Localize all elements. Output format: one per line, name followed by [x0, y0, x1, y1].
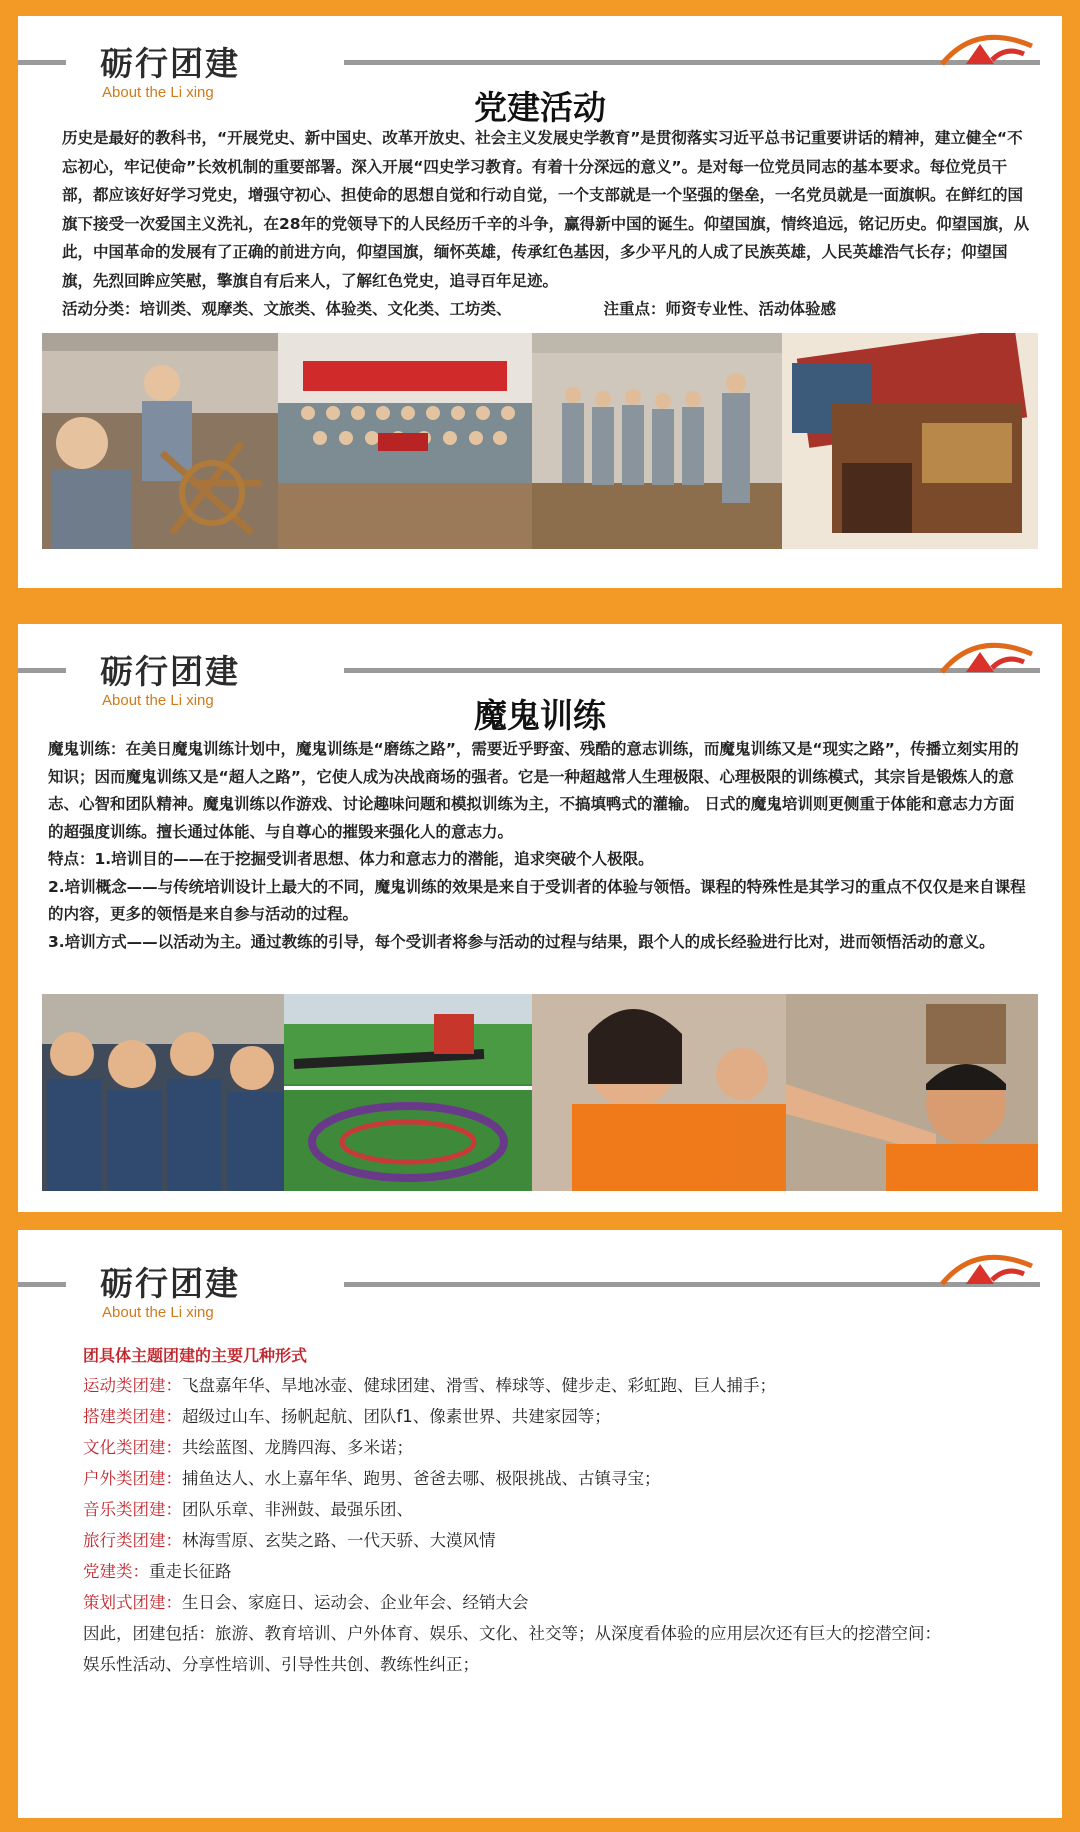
item-text: 林海雪原、玄奘之路、一代天骄、大漠风情 — [182, 1531, 496, 1550]
brand-name: 砺行团建 — [100, 44, 240, 83]
photo-crying-trainee — [532, 994, 786, 1191]
team-building-list — [83, 1370, 1013, 1680]
summary-list: 娱乐性活动、分享性培训、引导性共创、教练性纠正； — [83, 1655, 479, 1674]
item-text: 超级过山车、扬帆起航、团队f1、像素世界、共建家园等； — [182, 1407, 611, 1426]
slide-party-building — [18, 16, 1062, 588]
brand-tagline: About the Li xing — [102, 692, 214, 709]
list-item — [83, 1432, 1013, 1463]
item-text: 团队乐章、非洲鼓、最强乐团、 — [182, 1500, 413, 1519]
photo-shouting-trainees — [42, 994, 284, 1191]
body-text: 历史是最好的教科书，“开展党史、新中国史、改革开放史、社会主义发展史学教育”是贯彻落实习近平总书记重要讲话的精神，建立健全“不忘初心，牢记使命”长效机制的重要部署。深入开展“四史学习教育。有着十分深远的意义”。是对每一位党员同志的基本要求。每位党员干部，都应该好好学习党史，增强守初心、担使命的思想自觉和行动自觉，一个支部就是一个坚强的堡垒，一名党员就是一面旗帜。在鲜红的国旗下接受一次爱国主义洗礼，在28年的党领导下的人民经历千辛的斗争，赢得新中国的诞生。仰望国旗，情终追远，铭记历史。仰望国旗，从此，中国革命的发展有了正确的前进方向，仰望国旗，缅怀英雄，传承红色基因，多少平凡的人成了民族英雄，人民英雄浩气长存；仰望国旗，先烈回眸应笑慰，擎旗自有后来人，了解红色党史，追寻百年足迹。 — [62, 129, 1030, 290]
item-text: 共绘蓝图、龙腾四海、多米诺； — [182, 1438, 413, 1457]
list-item — [83, 1525, 1013, 1556]
brand-logo-icon — [936, 1240, 1036, 1286]
brand-tagline: About the Li xing — [102, 1304, 214, 1321]
item-label: 户外类团建： — [83, 1469, 182, 1488]
item-label: 旅行类团建： — [83, 1531, 182, 1550]
photo-history-book — [782, 333, 1038, 549]
focus-points: 注重点：师资专业性、活动体验感 — [603, 300, 837, 318]
list-item — [83, 1494, 1013, 1525]
header-divider-left — [18, 1282, 66, 1287]
brand-name: 砺行团建 — [100, 652, 240, 691]
header-divider-left — [18, 60, 66, 65]
item-text: 重走长征路 — [149, 1562, 232, 1581]
photo-field-formation — [284, 994, 532, 1191]
summary-text: 因此，团建包括：旅游、教育培训、户外体育、娱乐、文化、社交等；从深度看体验的应用层次还有巨大的挖潜空间： — [83, 1624, 941, 1643]
brand-logo-icon — [936, 20, 1036, 66]
categories-row — [62, 295, 1030, 324]
item-text: 捕鱼达人、水上嘉年华、跑男、爸爸去哪、极限挑战、古镇寻宝； — [182, 1469, 661, 1488]
section-subtitle: 团具体主题团建的主要几种形式 — [83, 1346, 308, 1365]
slide-devil-training — [18, 624, 1062, 1212]
item-text: 生日会、家庭日、运动会、企业年会、经销大会 — [182, 1593, 529, 1612]
item-label: 搭建类团建： — [83, 1407, 182, 1426]
list-item — [83, 1587, 1013, 1618]
activity-categories: 活动分类：培训类、观摩类、文旅类、体验类、文化类、工坊类、 — [62, 300, 512, 318]
photo-intense-trainee — [786, 994, 1038, 1191]
list-item — [83, 1463, 1013, 1494]
item-label: 文化类团建： — [83, 1438, 182, 1457]
item-label: 运动类团建： — [83, 1376, 182, 1395]
page-title: 党建活动 — [474, 88, 606, 127]
photo-team-activity — [42, 333, 278, 549]
training-description — [48, 736, 1028, 956]
list-item — [83, 1370, 1013, 1401]
item-label: 策划式团建： — [83, 1593, 182, 1612]
item-text: 飞盘嘉年华、旱地冰壶、健球团建、滑雪、棒球等、健步走、彩虹跑、巨人捕手； — [182, 1376, 776, 1395]
list-item — [83, 1401, 1013, 1432]
body-paragraph: 魔鬼训练：在美日魔鬼训练计划中，魔鬼训练是“磨练之路”，需要近乎野蛮、残酷的意志训练，而魔鬼训练又是“现实之路”，传播立刻实用的知识；因而魔鬼训练又是“超人之路”，它使人成为决战商场的强者。它是一种超越常人生理极限、心理极限的训练模式，其宗旨是锻炼人的意志、心智和团队精神。魔鬼训练以作游戏、讨论趣味问题和模拟训练为主，不搞填鸭式的灌输。 日式的魔鬼培训则更侧重于体能和意志力方面的超强度训练。擅长通过体能、与自尊心的摧毁来强化人的意志力。 — [48, 740, 1019, 841]
slide-team-building-forms — [18, 1230, 1062, 1818]
photo-group-banner — [278, 333, 532, 549]
feature-3: 3.培训方式——以活动为主。通过教练的引导，每个受训者将参与活动的过程与结果，跟个人的成长经验进行比对，进而领悟活动的意义。 — [48, 932, 995, 951]
feature-2: 2.培训概念——与传统培训设计上最大的不同，魔鬼训练的效果是来自于受训者的体验与领悟。课程的特殊性是其学习的重点不仅仅是来自课程的内容，更多的领悟是来自参与活动的过程。 — [48, 877, 1026, 923]
item-label: 音乐类团建： — [83, 1500, 182, 1519]
brand-tagline: About the Li xing — [102, 84, 214, 101]
feature-1: 特点：1.培训目的——在于挖掘受训者思想、体力和意志力的潜能，追求突破个人极限。 — [48, 850, 654, 868]
page-title: 魔鬼训练 — [474, 696, 606, 735]
brand-logo-icon — [936, 628, 1036, 674]
header-divider-left — [18, 668, 66, 673]
item-label: 党建类： — [83, 1562, 149, 1581]
photo-red-army-reenactment — [532, 333, 782, 549]
intro-paragraph — [62, 124, 1030, 324]
brand-name: 砺行团建 — [100, 1264, 240, 1303]
list-item — [83, 1556, 1013, 1587]
